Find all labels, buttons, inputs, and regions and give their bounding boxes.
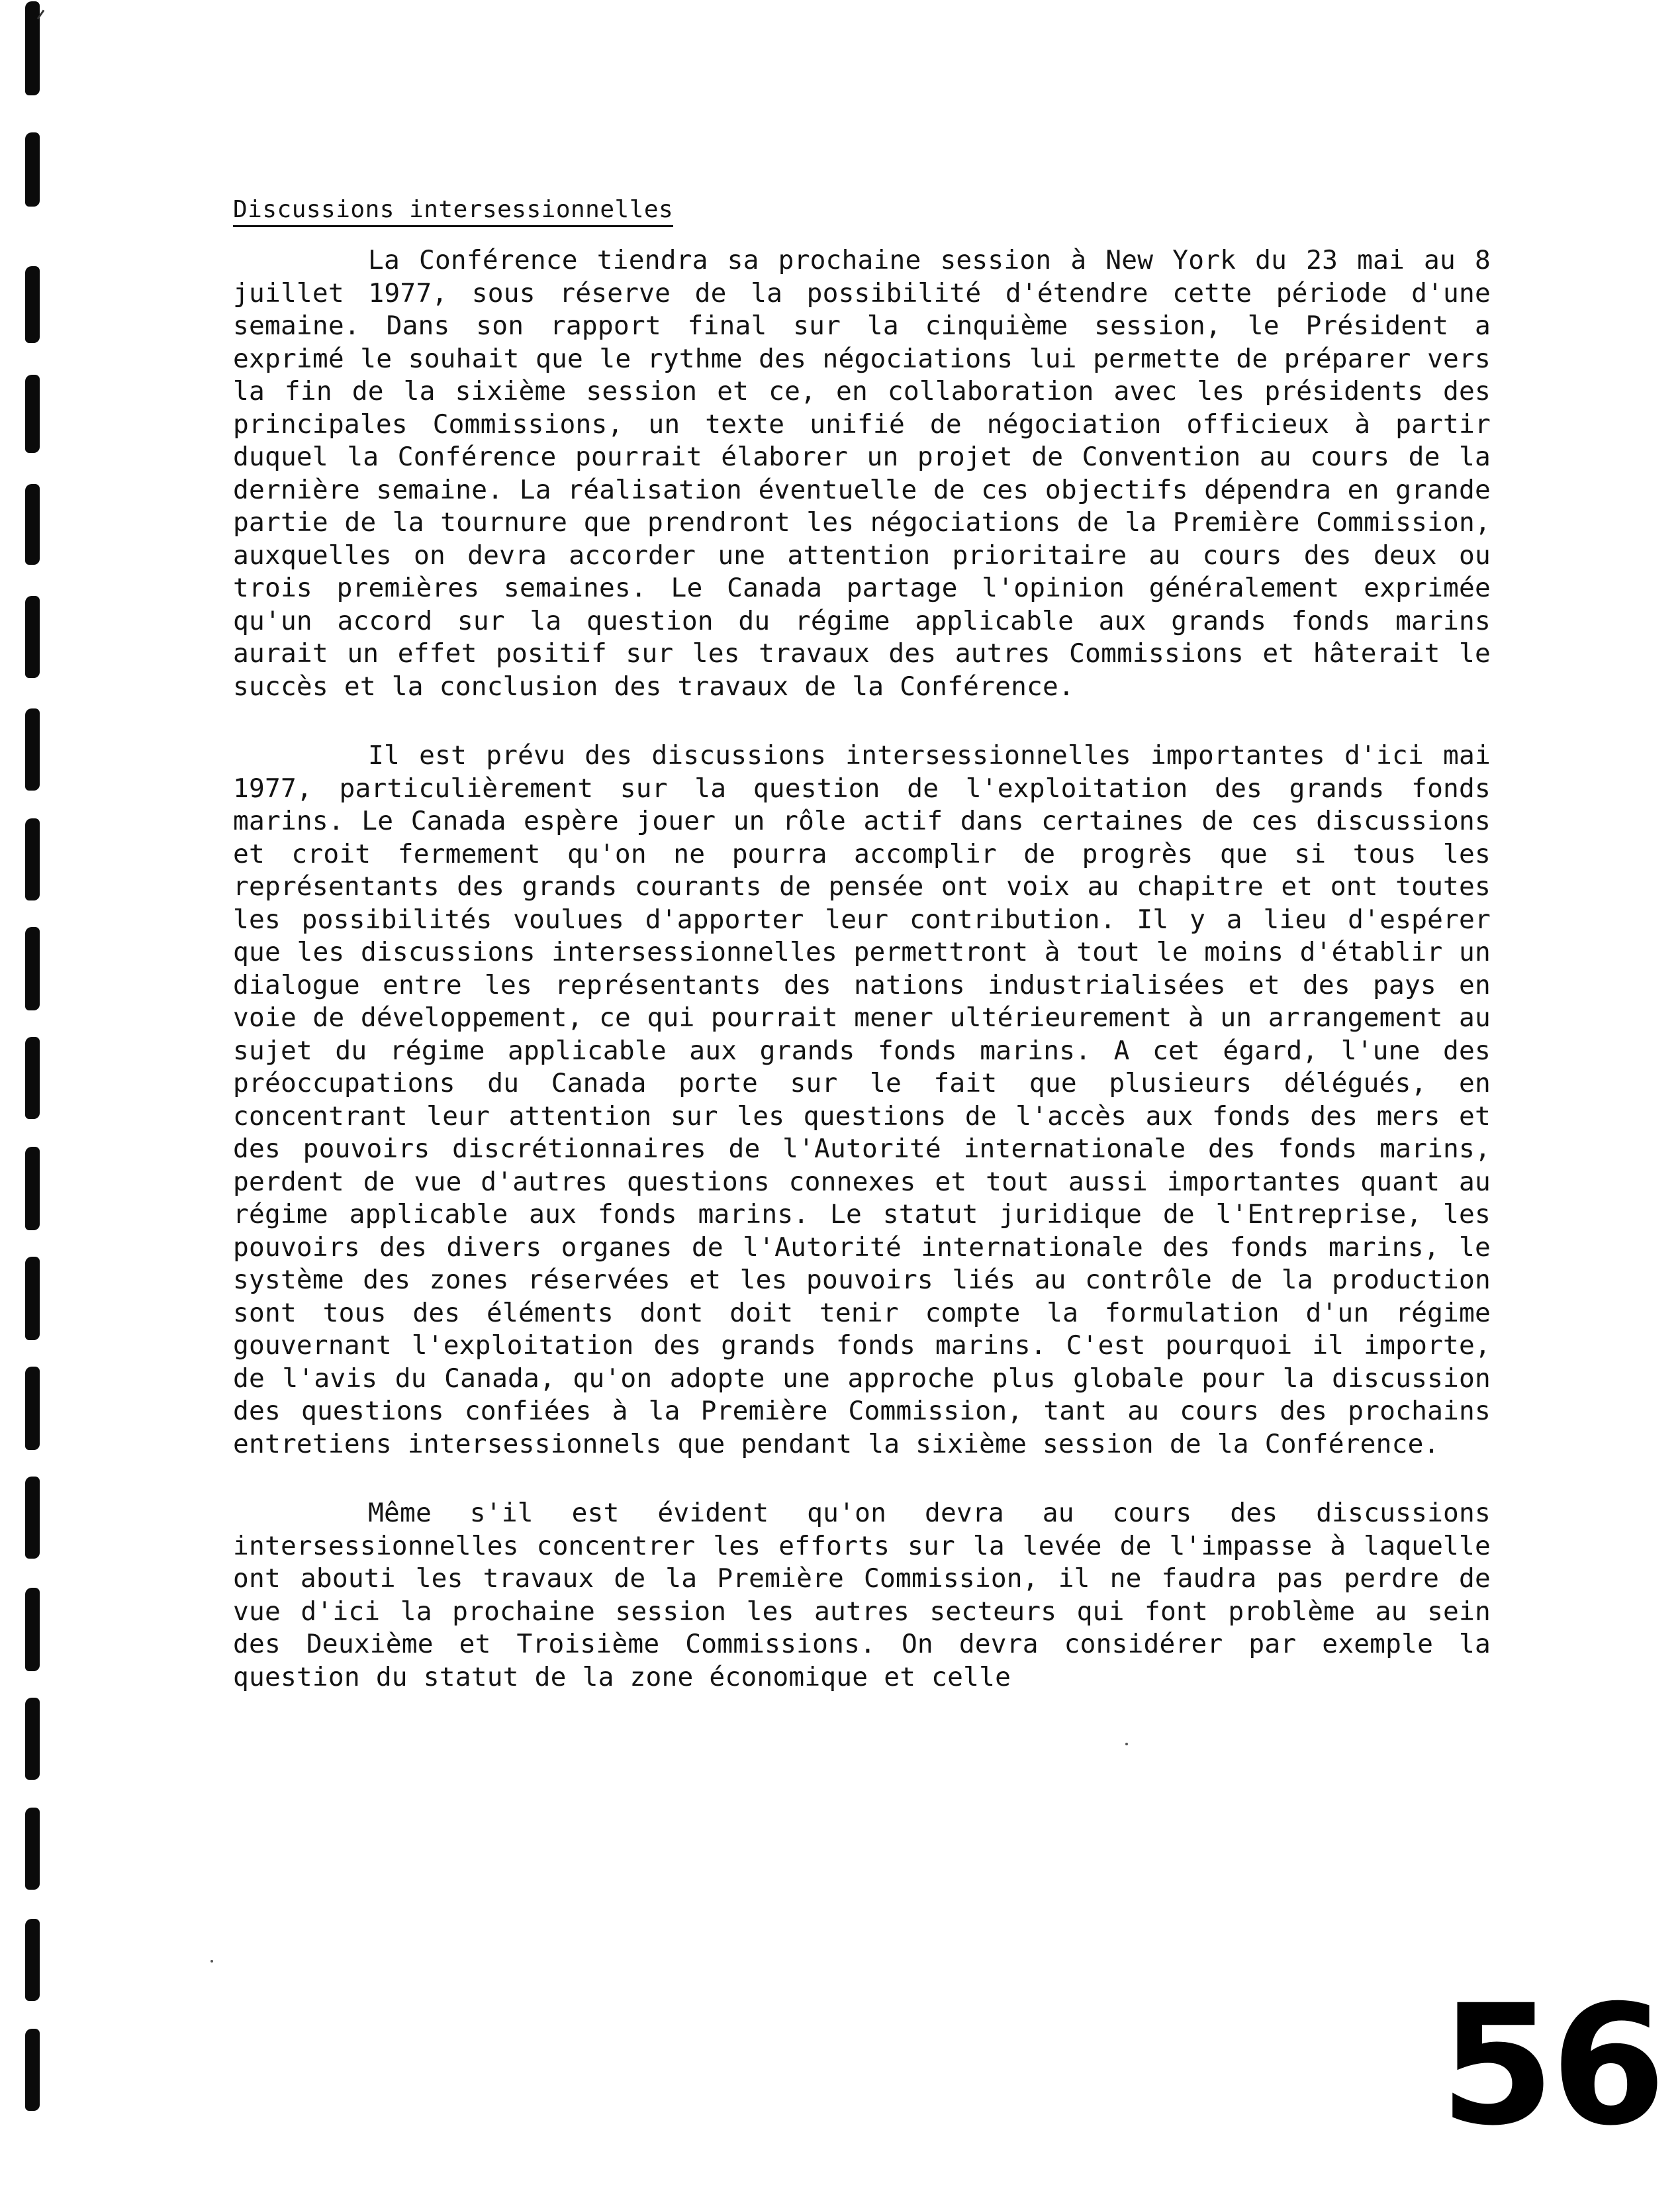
binder-hole xyxy=(25,1367,40,1450)
paragraph-3: Même s'il est évident qu'on devra au cours des discussions intersessionnelles concentrer les efforts sur la levée de l'impasse à laquelle ont abouti les travaux de la Première Commission, il ne faudra pas perdre de vue d'ici la prochaine session les autres secteurs qui font problème au sein des Deuxième et Troisième Commissions. On devra considérer par exemple la question du statut de la zone économique et celle xyxy=(233,1498,1491,1692)
section-heading: Discussions intersessionnelles xyxy=(233,196,673,227)
binder-hole xyxy=(25,596,40,678)
binder-hole xyxy=(25,1147,40,1230)
paragraph-2: Il est prévu des discussions intersessionnelles importantes d'ici mai 1977, particulièrement sur la question de l'exploitation des grands fonds marins. Le Canada espère jouer un rôle actif dans certaines de ces discussions et croit fermement qu'on ne pourra accomplir de progrès que si tous les représentants des grands courants de pensée ont voix au chapitre et ont toutes les possibilités voulues d'apporter leur contribution. Il y a lieu d'espérer que les discussions intersessionnelles permettront à tout le moins d'établir un dialogue entre les représentants des nations industrialisées et des pays en voie de développement, ce qui pourrait mener ultérieurement à un arrangement au sujet du régime applicable aux grands fonds marins. A cet égard, l'une des préoccupations du Canada porte sur le fait que plusieurs délégués, en concentrant leur attention sur les questions de l'accès aux fonds des mers et des pouvoirs discrétionnaires de l'Autorité internationale des fonds marins, perdent de vue d'autres questions connexes et tout aussi importantes quant au régime applicable aux fonds marins. Le statut juridique de l'Entreprise, les pouvoirs des divers organes de l'Autorité internationale des fonds marins, le système des zones réservées et les pouvoirs liés au contrôle de la production sont tous des éléments dont doit tenir compte la formulation d'un régime gouvernant l'exploitation des grands fonds marins. C'est pourquoi il importe, de l'avis du Canada, qu'on adopte une approche plus globale pour la discussion des questions confiées à la Première Commission, tant au cours des prochains entretiens intersessionnels que pendant la sixième session de la Conférence. xyxy=(233,740,1491,1459)
binder-hole xyxy=(25,1257,40,1340)
scan-speck xyxy=(1125,1743,1128,1745)
binder-hole xyxy=(25,1808,40,1890)
binder-hole xyxy=(25,1477,40,1559)
page-number: 56 xyxy=(1440,1969,1662,2162)
binder-hole xyxy=(25,2029,40,2111)
binder-hole xyxy=(25,132,40,207)
binder-hole xyxy=(25,1919,40,2001)
binder-hole xyxy=(25,927,40,1010)
binder-hole xyxy=(25,708,40,791)
binder-hole xyxy=(25,1588,40,1671)
binder-hole xyxy=(25,484,40,565)
paragraph-1: La Conférence tiendra sa prochaine session à New York du 23 mai au 8 juillet 1977, sous réserve de la possibilité d'étendre cette période d'une semaine. Dans son rapport final sur la cinquième session, le Président a exprimé le souhait que le rythme des négociations lui permette de préparer vers la fin de la sixième session et ce, en collaboration avec les présidents des principales Commissions, un texte unifié de négociation officieux à partir duquel la Conférence pourrait élaborer un projet de Convention au cours de la dernière semaine. La réalisation éventuelle de ces objectifs dépendra en grande partie de la tournure que prendront les négociations de la Première Commission, auxquelles on devra accorder une attention prioritaire au cours des deux ou trois premières semaines. Le Canada partage l'opinion généralement exprimée qu'un accord sur la question du régime applicable aux grands fonds marins aurait un effet positif sur les travaux des autres Commissions et hâterait le succès et la conclusion des travaux de la Conférence. xyxy=(233,245,1491,702)
binder-hole xyxy=(25,1037,40,1119)
binder-hole-strip xyxy=(20,0,46,2185)
document-body xyxy=(233,196,1491,1730)
binder-hole xyxy=(25,1698,40,1780)
binder-hole xyxy=(25,1,40,95)
binder-hole xyxy=(25,266,40,343)
scan-speck xyxy=(210,1960,213,1963)
binder-hole xyxy=(25,375,40,453)
binder-hole xyxy=(25,818,40,900)
